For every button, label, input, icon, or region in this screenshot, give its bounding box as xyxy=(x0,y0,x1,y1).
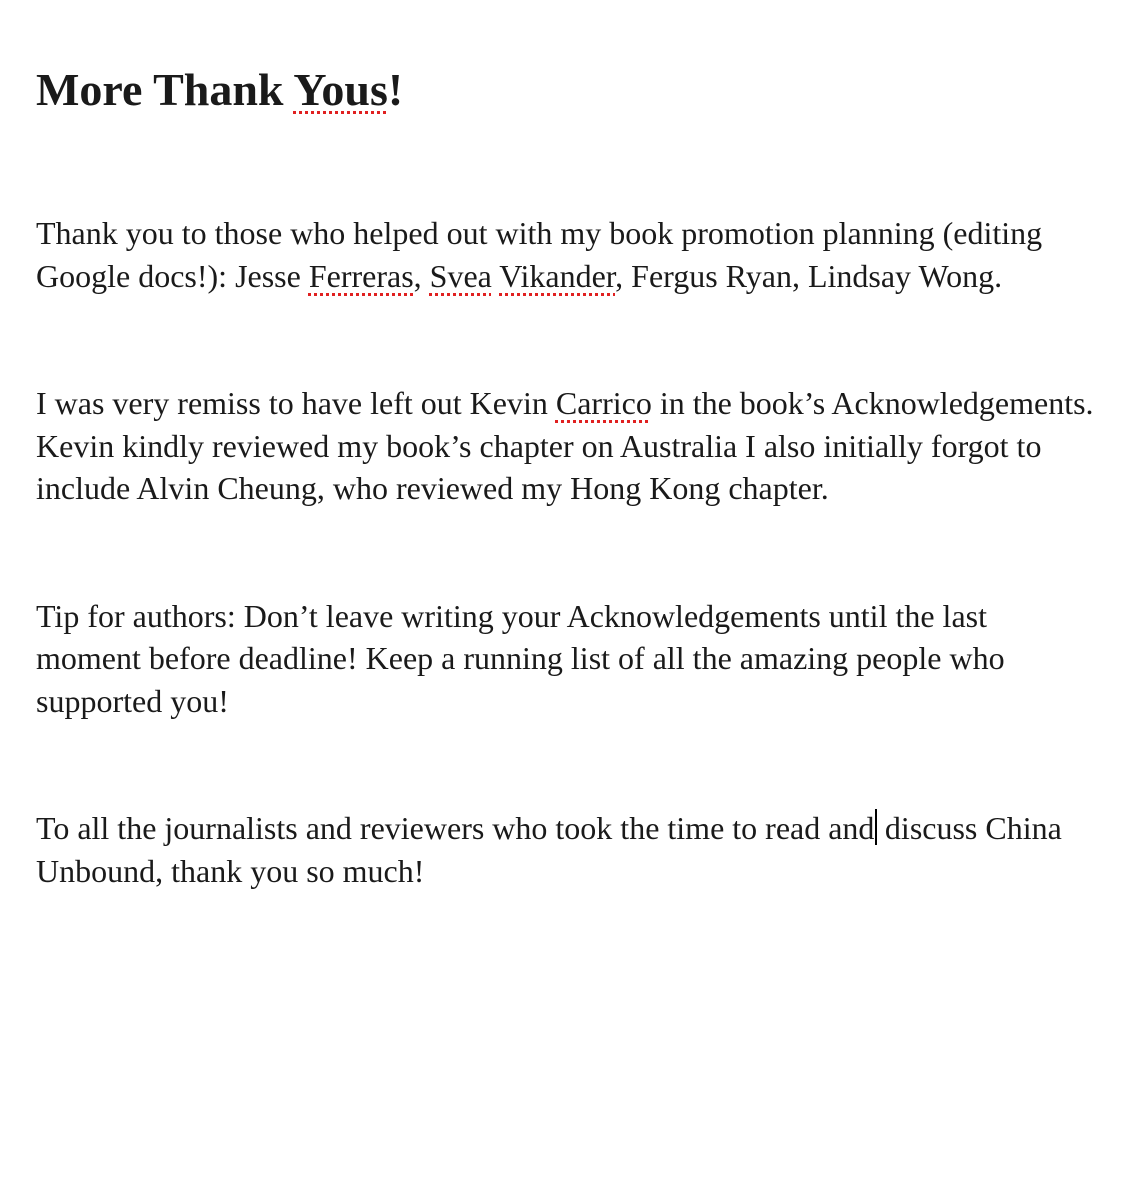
document-body[interactable] xyxy=(36,60,1096,892)
paragraph-text: Tip for authors: Don’t leave writing your Acknowledgements until the last moment before deadline! Keep a running list of all the amazing people who supported you! xyxy=(36,597,1005,719)
paragraph-journalists-thanks[interactable] xyxy=(36,807,1096,892)
paragraph-text: Thank you to those who helped out with my book promotion planning (editing Google docs!): Jesse xyxy=(36,215,1043,294)
paragraph-acknowledgements-correction[interactable] xyxy=(36,382,1096,510)
spellcheck-flagged-word[interactable]: Svea xyxy=(429,257,492,294)
title-text: More Thank xyxy=(36,64,294,115)
paragraph-text: discuss China Unbound, thank you so much! xyxy=(36,810,1062,889)
paragraph-book-promotion-thanks[interactable] xyxy=(36,212,1096,297)
spellcheck-flagged-word[interactable]: Vikander xyxy=(499,257,616,294)
spellcheck-flagged-word[interactable]: Ferreras xyxy=(308,257,414,294)
paragraph-text: in the book’s Acknowledgements. Kevin kindly reviewed my book’s chapter on Australia I also initially forgot to include Alvin Cheung, who reviewed my Hong Kong chapter. xyxy=(36,385,1094,506)
spellcheck-flagged-word[interactable]: Yous xyxy=(293,64,388,115)
paragraph-text: To all the journalists and reviewers who took the time to read and xyxy=(36,810,875,846)
paragraph-text: , Fergus Ryan, Lindsay Wong. xyxy=(615,257,1003,294)
paragraph-text: , xyxy=(413,257,430,294)
spellcheck-flagged-word[interactable]: Carrico xyxy=(555,385,652,421)
paragraph-author-tip[interactable] xyxy=(36,595,1096,723)
document-title[interactable] xyxy=(36,60,1096,120)
title-text-end: ! xyxy=(387,64,404,115)
paragraph-text: I was very remiss to have left out Kevin xyxy=(36,385,556,421)
